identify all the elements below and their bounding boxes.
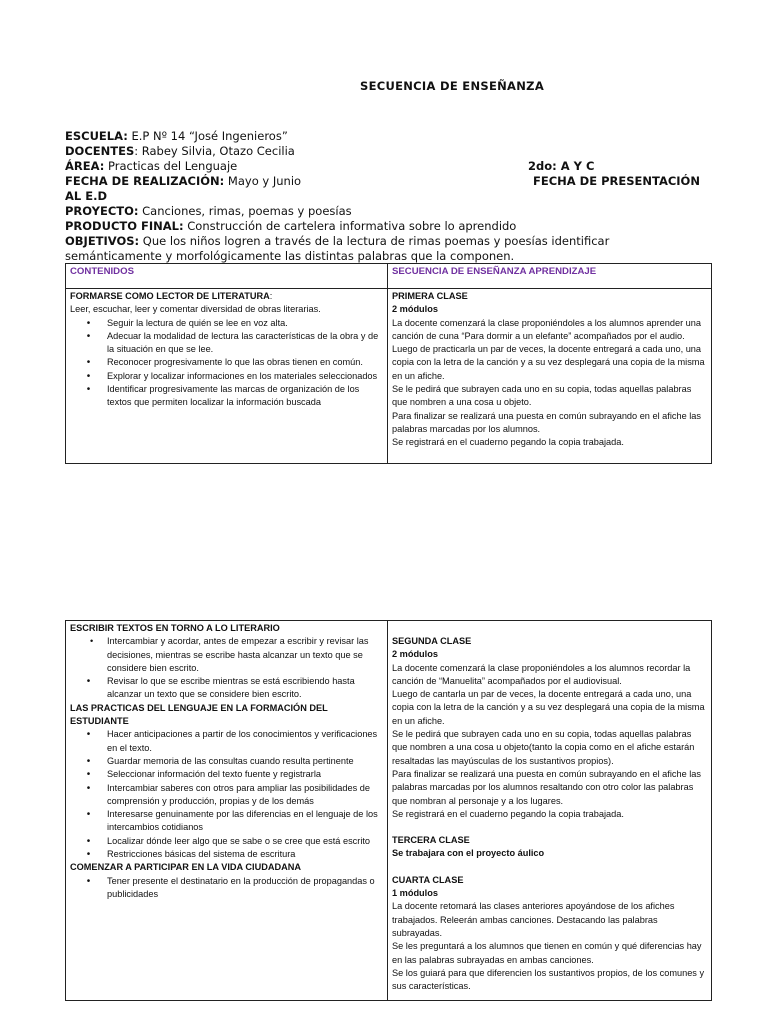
list-item: • Interesarse genuinamente por las diferencias en el lenguaje de los intercambios cotidianos — [70, 808, 383, 835]
paragraph: Luego de cantarla un par de veces, la docente entregará a cada uno, una copia con la letra de la canción y a su vez desplegará una copia de la misma en un afiche. — [392, 689, 705, 726]
paragraph: Se registrará en el cuaderno pegando la copia trabajada. — [392, 808, 624, 819]
list-item: • Explorar y localizar informaciones en los materiales seleccionados — [70, 370, 383, 383]
paragraph: La docente comenzará la clase proponiéndoles a los alumnos recordar la canción de “Manuelita” acompañados por el audiovisual. — [392, 662, 691, 686]
paragraph: Se le pedirá que subrayen cada uno en su copia, todas aquellas palabras que nombren a una cosa u objeto. — [392, 384, 692, 408]
area-value: Practicas del Lenguaje — [104, 159, 238, 173]
list-item: • Seguir la lectura de quién se lee en voz alta. — [70, 317, 383, 330]
list-item: • Tener presente el destinatario en la producción de propagandas o publicidades — [70, 875, 383, 902]
column-header-contenidos: CONTENIDOS — [66, 264, 388, 289]
sequence-cell-primera — [388, 289, 712, 464]
list-item: • Guardar memoria de las consultas cuando resulta pertinente — [70, 755, 383, 768]
producto-label: PRODUCTO FINAL: — [65, 219, 184, 233]
list-item: • Intercambiar y acordar, antes de empezar a escribir y revisar las decisiones, mientras se escribe hasta alcanzar un texto que se considere bien escrito. — [90, 636, 369, 673]
docentes-value: : Rabey Silvia, Otazo Cecilia — [134, 144, 295, 158]
contents-cell-lectura — [66, 289, 388, 464]
paragraph: Para finalizar se realizará una puesta en común subrayando en el afiche las palabras marcadas por los alumnos. — [392, 410, 701, 434]
class-title: SEGUNDA CLASE — [392, 636, 472, 646]
fecha-value: Mayo y Junio — [224, 174, 302, 188]
list-item: • Identificar progresivamente las marcas de organización de los textos que permiten localizar la información buscada — [70, 383, 383, 410]
document-title: SECUENCIA DE ENSEÑANZA — [359, 79, 545, 93]
area-label: ÁREA: — [65, 159, 105, 173]
list-item: • Revisar lo que se escribe mientras se está escribiendo hasta alcanzar un texto que se considere bien escrito. — [70, 675, 383, 702]
contents-table-1 — [65, 263, 712, 464]
header-al-ed — [65, 189, 705, 204]
grade-label: 2do: A Y C — [528, 159, 595, 173]
list-item: • Adecuar la modalidad de lectura las características de la obra y de la situación en que se lee. — [70, 330, 383, 357]
list-item: • Hacer anticipaciones a partir de los conocimientos y verificaciones en el texto. — [70, 728, 383, 755]
list-item: • Localizar dónde leer algo que se sabe o se cree que está escrito — [70, 835, 383, 848]
class-title: TERCERA CLASE — [392, 835, 470, 846]
paragraph: Se le pedirá que subrayen cada uno en su copia, todas aquellas palabras que nombren a una cosa u objeto(tanto la copia como en el afiche estarán resaltadas las mayúsculas de los sustantivos propios). — [392, 729, 695, 766]
section-heading-escribir: ESCRIBIR TEXTOS EN TORNO A LO LITERARIO — [70, 623, 280, 633]
class-title: CUARTA CLASE — [392, 874, 464, 885]
section-heading-colon: : — [269, 291, 273, 301]
proyecto-value: Canciones, rimas, poemas y poesías — [138, 204, 352, 218]
paragraph: La docente retomará las clases anteriores apoyándose de los afiches trabajados. Releerán ambas canciones. Destacando las palabras subrayadas. — [392, 901, 675, 938]
header-docentes — [65, 144, 705, 159]
class-note: Se trabajara con el proyecto áulico — [392, 848, 545, 859]
header-area — [65, 159, 705, 174]
paragraph: La docente comenzará la clase proponiéndoles a los alumnos aprender una canción de cuna “Para dormir a un elefante” acompañados por el audio. — [392, 317, 702, 341]
fecha-label: FECHA DE REALIZACIÓN: — [65, 174, 225, 188]
sequence-cell-clases — [388, 621, 712, 1001]
contents-table-2 — [65, 620, 712, 1001]
paragraph: Se les preguntará a los alumnos que tienen en común y qué diferencias hay en las palabras subrayadas en ambas canciones. — [392, 941, 702, 965]
al-ed-label: AL E.D — [65, 189, 108, 203]
objetivos-label: OBJETIVOS: — [65, 234, 140, 248]
docentes-label: DOCENTES — [65, 144, 135, 158]
list-item: • Seleccionar información del texto fuente y registrarla — [70, 768, 383, 781]
header-objetivos — [65, 234, 695, 264]
class-modules: 2 módulos — [392, 304, 438, 315]
escuela-value: E.P Nº 14 “José Ingenieros” — [127, 129, 288, 143]
proyecto-label: PROYECTO: — [65, 204, 139, 218]
header-proyecto — [65, 204, 705, 219]
paragraph: Se registrará en el cuaderno pegando la copia trabajada. — [392, 437, 624, 448]
header-fecha — [65, 174, 705, 189]
list-item-text: Intercambiar y acordar, antes de empezar a escribir y revisar las decisiones, mientras se escribe hasta alcanzar un texto que se considere bien escrito. — [107, 636, 369, 673]
intro-text: Leer, escuchar, leer y comentar diversidad de obras literarias. — [70, 304, 321, 315]
list-item: • Restricciones básicas del sistema de escritura — [70, 848, 383, 861]
class-title: PRIMERA CLASE — [392, 291, 468, 301]
column-header-secuencia: SECUENCIA DE ENSEÑANZA APRENDIZAJE — [388, 264, 712, 289]
header-escuela — [65, 129, 705, 144]
section-heading-lector: FORMARSE COMO LECTOR DE LITERATURA — [70, 291, 270, 301]
section-heading-practicas: LAS PRACTICAS DEL LENGUAJE EN LA FORMACIÓN DEL ESTUDIANTE — [70, 702, 328, 727]
header-producto — [65, 219, 705, 234]
list-item: • Intercambiar saberes con otros para ampliar las posibilidades de comprensión y producción, propias y de los demás — [70, 782, 383, 809]
contents-cell-escritura — [66, 621, 388, 1001]
producto-value: Construcción de cartelera informativa sobre lo aprendido — [183, 219, 517, 233]
class-modules: 1 módulos — [392, 888, 438, 899]
paragraph: Para finalizar se realizará una puesta en común subrayando en el afiche las palabras marcadas por los alumnos resaltando con otro color las palabras que nombran al personaje y a los lugares. — [392, 768, 701, 806]
paragraph: Se los guiará para que diferencien los sustantivos propios, de los comunes y sus características. — [392, 967, 705, 992]
paragraph: Luego de practicarla un par de veces, la docente entregará a cada uno, una copia con la letra de la canción y a su vez desplegará una copia de la misma en un afiche. — [392, 344, 705, 381]
presentacion-label: FECHA DE PRESENTACIÓN — [533, 174, 700, 188]
escuela-label: ESCUELA: — [65, 129, 128, 143]
list-item: • Reconocer progresivamente lo que las obras tienen en común. — [70, 356, 383, 369]
class-modules: 2 módulos — [392, 649, 438, 660]
section-heading-ciudadana: COMENZAR A PARTICIPAR EN LA VIDA CIUDADANA — [70, 862, 302, 873]
objetivos-value: Que los niños logren a través de la lectura de rimas poemas y poesías identificar semánticamente y morfológicamente las distintas palabras que la componen. — [65, 234, 610, 263]
